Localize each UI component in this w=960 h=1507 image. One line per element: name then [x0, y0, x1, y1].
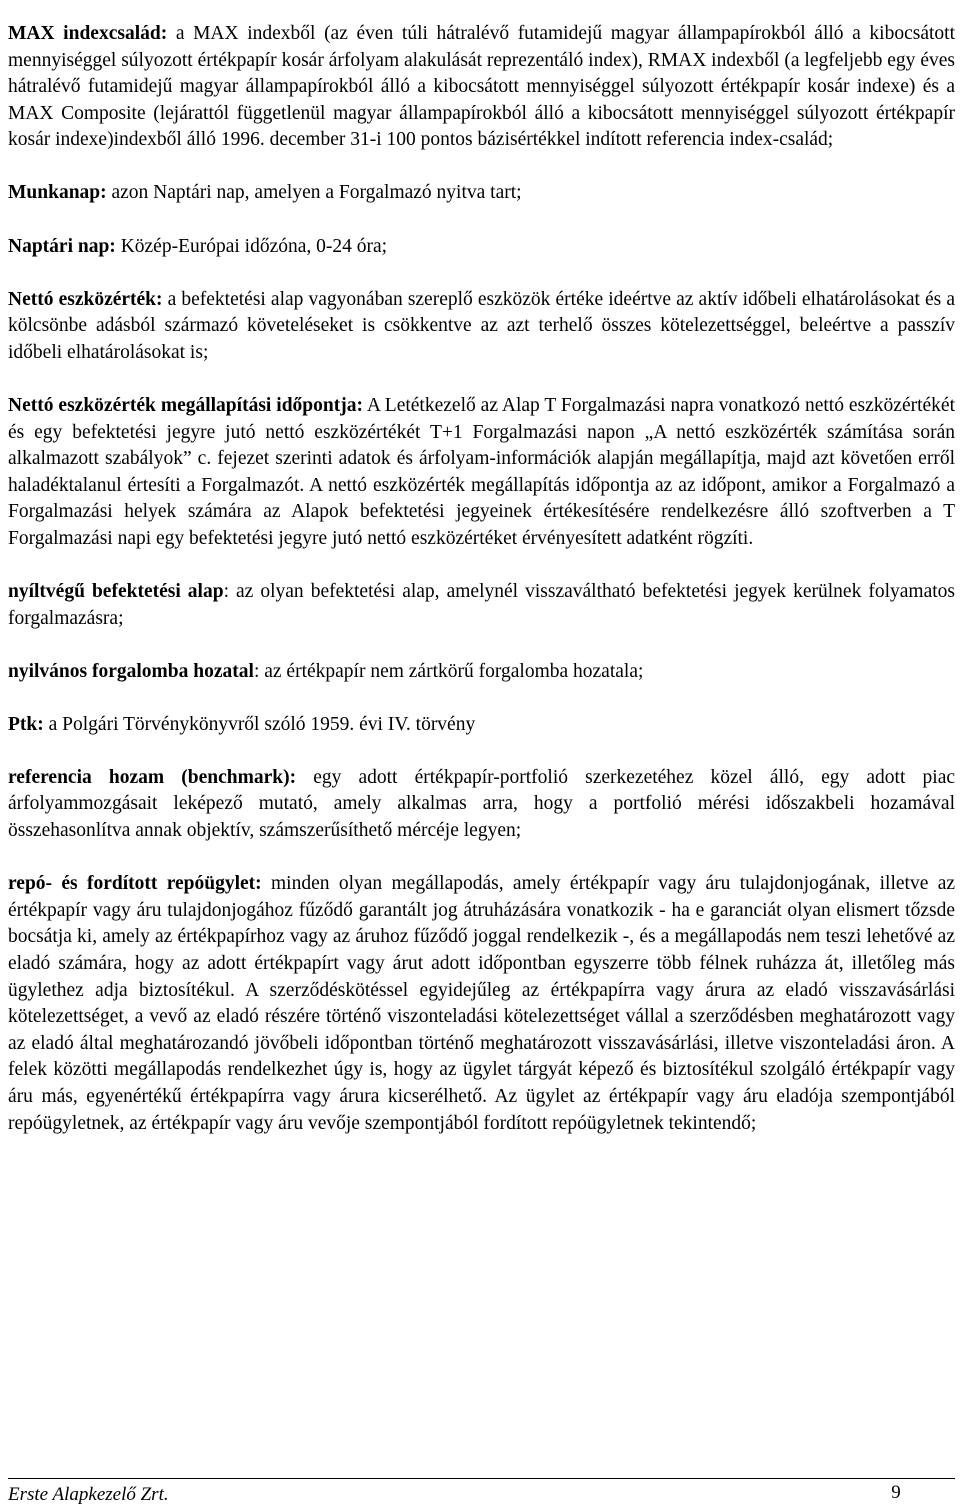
definition-munkanap	[8, 180, 955, 207]
definition-repo-ugylet	[8, 871, 955, 1137]
definition-max-indexcsalad	[8, 21, 955, 154]
definition-text: minden olyan megállapodás, amely értékpapír vagy áru tulajdonjogának, illetve az értékpapír vagy áru tulajdonjogához fűződő garantált jog átruházására vonatkozik - ha e garanciát olyan elismert tőzsde bocsátja ki, amely az értékpapírhoz vagy az áruhoz fűződő joggal rendelkezik -, és a megállapodás nem teszi lehetővé az eladó számára, hogy az adott értékpapírt vagy árut adott időpontban egyszerre több félnek ruházza át, illetőleg más ügylethez adja biztosítékul. A szerződéskötéssel egyidejűleg az értékpapírra vagy árura az eladó visszavásárlási kötelezettséget, a vevő az eladó részére történő viszonteladási kötelezettséget vállal a szerződésben meghatározott vagy az eladó által meghatározandó jövőbeli időpontban történő meghatározott visszavásárlási, illetve viszonteladási áron. A felek közötti megállapodás rendelkezhet úgy is, hogy az ügylet tárgyát képező és biztosítékul szolgáló értékpapír vagy áru más, egyenértékű értékpapírra vagy árura kicserélhető. Az ügylet az értékpapír vagy áru eladója szempontjából repóügyletnek, az értékpapír vagy áru vevője szempontjából fordított repóügyletnek tekintendő;	[8, 873, 956, 1134]
footer-company-name: Erste Alapkezelő Zrt.	[8, 1484, 169, 1505]
definition-text: a Polgári Törvénykönyvről szóló 1959. évi IV. törvény	[43, 713, 476, 735]
definition-term: Nettó eszközérték:	[8, 288, 163, 310]
definition-term: Naptári nap:	[8, 235, 116, 257]
page-number: 9	[891, 1482, 901, 1503]
definition-term: Munkanap:	[8, 182, 107, 204]
definition-term: nyilvános forgalomba hozatal	[8, 660, 254, 682]
definition-term: Nettó eszközérték megállapítási időpontja:	[8, 394, 363, 416]
definition-text: a MAX indexből (az éven túli hátralévő futamidejű magyar állampapírokból álló a kibocsátott mennyiséggel súlyozott értékpapír kosár árfolyam alakulását reprezentáló index), RMAX indexből (a legfeljebb egy éves hátralévő futamidejű magyar állampapírokból álló a kibocsátott mennyiséggel súlyozott értékpapír kosár indexe) és a MAX Composite (lejárattól függetlenül magyar állampapírokból álló a kibocsátott mennyiséggel súlyozott értékpapír kosár indexe)indexből álló 1996. december 31-i 100 pontos bázisértékkel indított referencia index-család;	[8, 23, 955, 151]
definition-text: Közép-Európai időzóna, 0-24 óra;	[115, 235, 388, 257]
definition-term: MAX indexcsalád:	[8, 23, 168, 44]
definition-ptk	[8, 712, 955, 739]
definition-nyiltvegu-befektetesi-alap	[8, 579, 955, 632]
definition-term: referencia hozam (benchmark):	[8, 766, 297, 788]
definition-naptari-nap	[8, 234, 955, 261]
definition-netto-eszkozertek-megallapitasi-idopontja	[8, 393, 955, 553]
definition-text: : az olyan befektetési alap, amelynél visszaváltható befektetési jegyek kerülnek folyamatos forgalmazásra;	[8, 581, 955, 629]
definition-term: repó- és fordított repóügylet:	[8, 873, 262, 895]
definition-text: egy adott értékpapír-portfolió szerkezetéhez közel álló, egy adott piac árfolyammozgásait leképező mutató, amely alkalmas arra, hogy a portfolió mérési időszakbeli hozamával összehasonlítva annak objektív, számszerűsíthető mércéje legyen;	[8, 766, 955, 842]
definition-term: Ptk:	[8, 713, 44, 735]
footer-divider	[8, 1478, 955, 1479]
definition-netto-eszkozertek	[8, 287, 955, 367]
definition-text: A Letétkezelő az Alap T Forgalmazási napra vonatkozó nettó eszközértékét és egy befektetési jegyre jutó nettó eszközértékét T+1 Forgalmazási napon „A nettó eszközérték számítása során alkalmazott szabályok” c. fejezet szerinti adatok és árfolyam-információk alapján megállapítja, majd azt követően erről haladéktalanul értesíti a Forgalmazót. A nettó eszközérték megállapítás időpontja az az időpont, amikor a Forgalmazó a Forgalmazási helyek számára az Alapok befektetési jegyeinek értékesítésére rendelkezésre álló szoftverben a T Forgalmazási napi egy befektetési jegyre jutó nettó eszközértéket érvényesített adatként rögzíti.	[8, 394, 955, 549]
document-body	[8, 21, 955, 1164]
definition-text: azon Naptári nap, amelyen a Forgalmazó nyitva tart;	[106, 182, 522, 204]
definition-nyilvanos-forgalomba-hozatal	[8, 659, 955, 686]
definition-text: a befektetési alap vagyonában szereplő eszközök értéke ideértve az aktív időbeli elhatárolásokat és a kölcsönbe adásból származó követeléseket is csökkentve az azt terhelő összes kötelezettséggel, beleértve a passzív időbeli elhatárolásokat is;	[8, 288, 956, 363]
definition-referencia-hozam	[8, 765, 955, 845]
definition-term: nyíltvégű befektetési alap	[8, 581, 224, 602]
definition-text: : az értékpapír nem zártkörű forgalomba hozatala;	[253, 660, 644, 682]
